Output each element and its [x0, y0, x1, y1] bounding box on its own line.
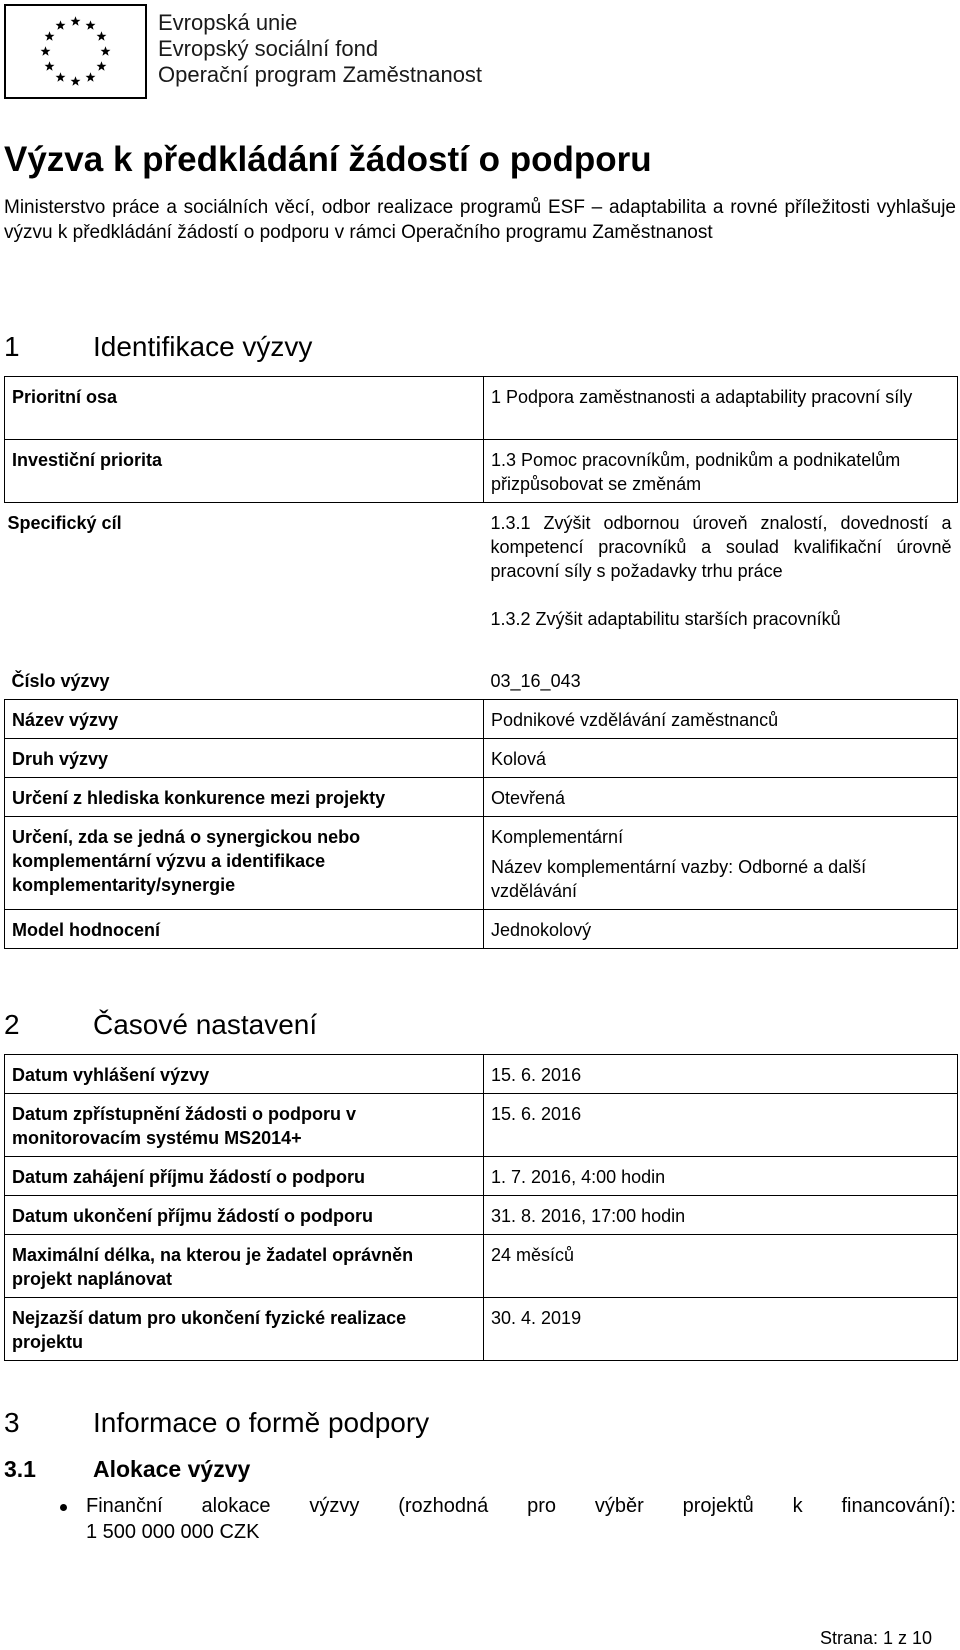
section-3-heading — [4, 1406, 604, 1440]
timing-label-3: Datum ukončení příjmu žádostí o podporu — [5, 1196, 484, 1235]
page-title: Výzva k předkládání žádostí o podporu — [4, 140, 652, 179]
section-3-title: Informace o formě podpory — [93, 1407, 430, 1438]
timing-label-5: Nejzazší datum pro ukončení fyzické realizace projektu — [5, 1298, 484, 1361]
label-investicni-priorita: Investiční priorita — [5, 440, 484, 503]
synergie-type: Komplementární — [491, 826, 624, 847]
value-druh-vyzvy: Kolová — [484, 738, 958, 777]
identification-table — [4, 376, 958, 949]
timing-label-1: Datum zpřístupnění žádosti o podporu v monitorovacím systému MS2014+ — [5, 1094, 484, 1157]
bullet-dot-icon — [60, 1504, 67, 1511]
timing-label-4: Maximální délka, na kterou je žadatel oprávněn projekt naplánovat — [5, 1235, 484, 1298]
label-cislo-vyzvy: Číslo výzvy — [5, 661, 484, 700]
timing-label-0: Datum vyhlášení výzvy — [5, 1055, 484, 1094]
eu-star-icon — [86, 20, 96, 29]
section-2-title: Časové nastavení — [93, 1009, 318, 1040]
value-model-hodnoceni: Jednokolový — [484, 909, 958, 948]
value-investicni-priorita: 1.3 Pomoc pracovníkům, podnikům a podnikatelům přizpůsobovat se změnám — [484, 440, 958, 503]
subsection-3-1-number: 3.1 — [4, 1456, 36, 1482]
value-cislo-vyzvy: 03_16_043 — [484, 661, 958, 700]
section-3-number: 3 — [4, 1407, 20, 1438]
value-nazev-vyzvy: Podnikové vzdělávání zaměstnanců — [484, 699, 958, 738]
allocation-text: Finanční alokace výzvy (rozhodná pro výběr projektů k financování): — [86, 1495, 956, 1517]
eu-star-icon — [71, 76, 81, 85]
timing-value-2: 1. 7. 2016, 4:00 hodin — [484, 1157, 958, 1196]
eu-star-icon — [45, 61, 55, 70]
specificky-cil-1: 1.3.1 Zvýšit odbornou úroveň znalostí, dovedností a kompetencí pracovníků a soulad kvalifikační úrovně pracovní síly s požadavky trhu práce — [490, 513, 952, 581]
eu-star-icon — [41, 46, 51, 55]
value-synergie — [484, 816, 958, 909]
eu-star-icon — [97, 61, 107, 70]
timing-label-2: Datum zahájení příjmu žádostí o podporu — [5, 1157, 484, 1196]
section-1-heading — [4, 330, 504, 364]
specificky-cil-2: 1.3.2 Zvýšit adaptabilitu starších pracovníků — [490, 609, 841, 629]
eu-star-icon — [56, 72, 66, 81]
timing-value-1: 15. 6. 2016 — [484, 1094, 958, 1157]
eu-star-icon — [101, 46, 111, 55]
section-1-title: Identifikace výzvy — [93, 331, 313, 362]
label-urceni-konkurence: Určení z hlediska konkurence mezi projekty — [5, 777, 484, 816]
subsection-3-1-title: Alokace výzvy — [93, 1456, 251, 1482]
intro-paragraph: Ministerstvo práce a sociálních věcí, odbor realizace programů ESF – adaptabilita a rovné příležitosti vyhlašuje výzvu k předkládání žádostí o podporu v rámci Operačního programu Zaměstnanost — [4, 197, 956, 243]
logo-line-1: Evropská unie — [158, 10, 298, 35]
label-nazev-vyzvy: Název výzvy — [5, 699, 484, 738]
logo-line-3: Operační program Zaměstnanost — [158, 62, 483, 87]
label-model-hodnoceni: Model hodnocení — [5, 909, 484, 948]
eu-star-icon — [45, 31, 55, 40]
label-prioritni-osa: Prioritní osa — [5, 377, 484, 440]
timing-value-4: 24 měsíců — [484, 1235, 958, 1298]
eu-stars-icon — [6, 6, 145, 97]
timing-value-5: 30. 4. 2019 — [484, 1298, 958, 1361]
label-synergie: Určení, zda se jedná o synergickou nebo komplementární výzvu a identifikace komplementarity/synergie — [5, 816, 484, 909]
eu-flag-logo — [4, 4, 147, 99]
label-druh-vyzvy: Druh výzvy — [5, 738, 484, 777]
timing-value-0: 15. 6. 2016 — [484, 1055, 958, 1094]
section-1-number: 1 — [4, 331, 20, 362]
eu-star-icon — [97, 31, 107, 40]
eu-star-icon — [56, 20, 66, 29]
subsection-3-1-heading — [4, 1455, 404, 1483]
value-prioritni-osa: 1 Podpora zaměstnanosti a adaptability pracovní síly — [484, 377, 958, 440]
allocation-amount: 1 500 000 000 CZK — [86, 1521, 260, 1543]
label-specificky-cil: Specifický cíl — [7, 513, 122, 533]
timing-value-3: 31. 8. 2016, 17:00 hodin — [484, 1196, 958, 1235]
synergie-vazba: Název komplementární vazby: Odborné a další vzdělávání — [491, 856, 867, 901]
eu-star-icon — [86, 72, 96, 81]
section-2-heading — [4, 1008, 504, 1042]
value-urceni-konkurence: Otevřená — [484, 777, 958, 816]
section-2-number: 2 — [4, 1009, 20, 1040]
timing-table — [4, 1054, 958, 1361]
eu-star-icon — [71, 16, 81, 25]
value-specificky-cil — [484, 503, 958, 661]
page-number: Strana: 1 z 10 — [820, 1628, 933, 1648]
logo-line-2: Evropský sociální fond — [158, 36, 379, 61]
